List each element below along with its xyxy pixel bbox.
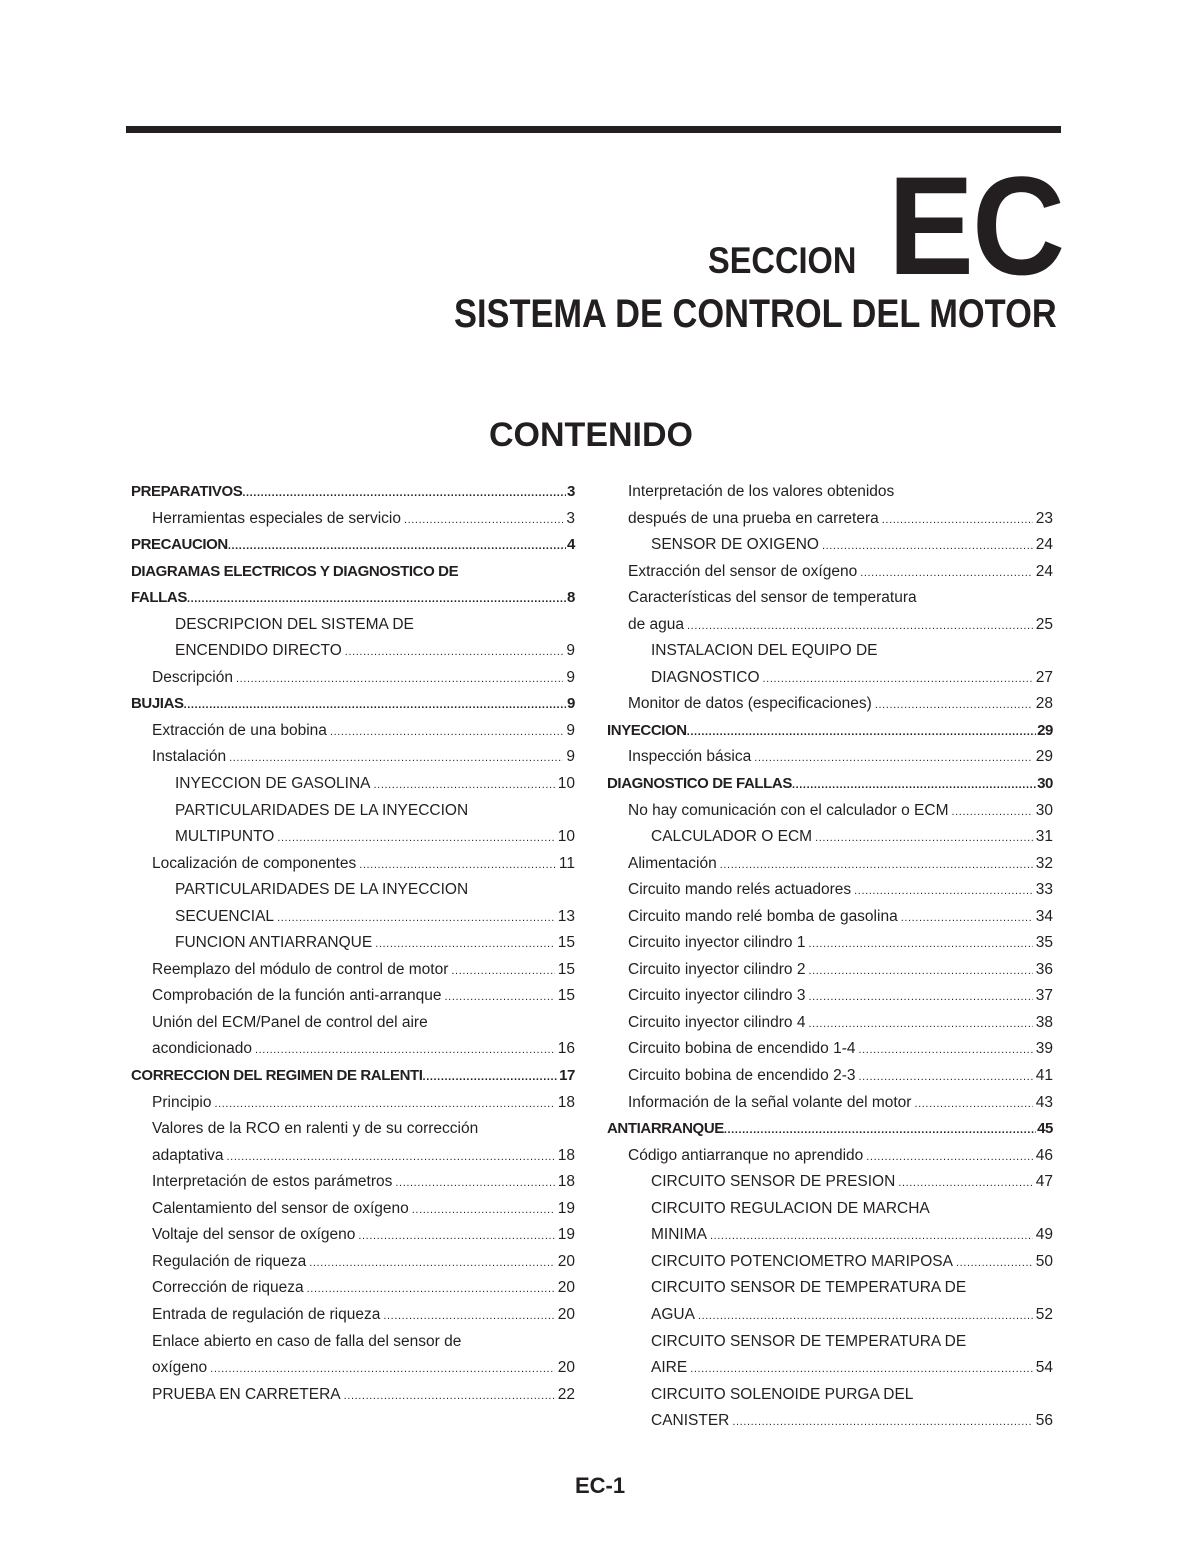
- dot-leader: [255, 1037, 555, 1064]
- toc-entry-page: 10: [557, 828, 575, 846]
- toc-entry-page: 9: [566, 748, 575, 766]
- toc-entry[interactable]: [131, 1090, 575, 1117]
- toc-entry[interactable]: [607, 1010, 1053, 1037]
- toc-entry[interactable]: [131, 1169, 575, 1196]
- toc-entry[interactable]: [131, 506, 575, 533]
- toc-entry-title: Voltaje del sensor de oxígeno: [152, 1226, 356, 1244]
- toc-entry-title: Código antiarranque no aprendido: [628, 1146, 864, 1164]
- toc-entry[interactable]: [131, 851, 575, 878]
- toc-entry[interactable]: [607, 1116, 1053, 1143]
- toc-entry[interactable]: [131, 824, 575, 851]
- toc-entry-title: INYECCION DE GASOLINA: [175, 775, 371, 793]
- toc-entry-page: 56: [1035, 1412, 1053, 1430]
- dot-leader: [423, 1064, 559, 1091]
- section-label: SECCION: [708, 240, 857, 281]
- toc-entry-title: MINIMA: [651, 1226, 707, 1244]
- dot-leader: [710, 1223, 1033, 1250]
- toc-entry-page: 17: [559, 1067, 575, 1085]
- dot-leader: [952, 799, 1033, 826]
- dot-leader: [687, 719, 1036, 746]
- toc-entry-title: Características del sensor de temperatura: [628, 589, 917, 607]
- toc-entry-page: 35: [1035, 934, 1053, 952]
- dot-leader: [690, 1356, 1033, 1383]
- toc-entry-title: AGUA: [651, 1305, 695, 1323]
- toc-entry-title: AIRE: [651, 1359, 688, 1377]
- toc-entry[interactable]: [607, 1408, 1053, 1435]
- toc-entry-page: 9: [566, 668, 575, 686]
- toc-entry[interactable]: [131, 1196, 575, 1223]
- toc-entry-title: ENCENDIDO DIRECTO: [175, 642, 342, 660]
- toc-entry[interactable]: [607, 824, 1053, 851]
- toc-entry-title: Extracción del sensor de oxígeno: [628, 562, 858, 580]
- toc-entry[interactable]: [607, 771, 1053, 798]
- toc-entry-title: Calentamiento del sensor de oxígeno: [152, 1199, 409, 1217]
- toc-entry[interactable]: [131, 559, 575, 586]
- toc-entry[interactable]: [607, 638, 1053, 665]
- toc-entry[interactable]: [607, 930, 1053, 957]
- toc-entry-page: 45: [1037, 1120, 1053, 1138]
- dot-leader: [815, 825, 1033, 852]
- toc-entry-page: 38: [1035, 1013, 1053, 1031]
- toc-entry-page: 19: [557, 1199, 575, 1217]
- toc-entry[interactable]: [607, 798, 1053, 825]
- dot-leader: [374, 772, 555, 799]
- toc-entry-title: adaptativa: [152, 1146, 224, 1164]
- dot-leader: [698, 1303, 1033, 1330]
- toc-entry-title: Extracción de una bobina: [152, 721, 327, 739]
- toc-entry[interactable]: [131, 1036, 575, 1063]
- toc-entry-page: 52: [1035, 1305, 1053, 1323]
- toc-entry[interactable]: [607, 585, 1053, 612]
- dot-leader: [330, 719, 563, 746]
- toc-entry-title: MULTIPUNTO: [175, 828, 275, 846]
- toc-entry[interactable]: [607, 1249, 1053, 1276]
- dot-leader: [375, 931, 555, 958]
- dot-leader: [808, 958, 1032, 985]
- toc-entry[interactable]: [607, 1355, 1053, 1382]
- toc-entry[interactable]: [131, 1116, 575, 1143]
- toc-entry-title: Circuito inyector cilindro 1: [628, 934, 806, 952]
- dot-leader: [859, 1037, 1033, 1064]
- toc-entry-title: Circuito bobina de encendido 1-4: [628, 1040, 856, 1058]
- dot-leader: [395, 1170, 554, 1197]
- toc-entry[interactable]: [131, 904, 575, 931]
- toc-title: CONTENIDO: [489, 416, 693, 454]
- toc-entry[interactable]: [607, 1063, 1053, 1090]
- dot-leader: [277, 905, 555, 932]
- dot-leader: [687, 613, 1033, 640]
- toc-entry-title: INSTALACION DEL EQUIPO DE: [651, 642, 878, 660]
- dot-leader: [404, 507, 563, 534]
- dot-leader: [808, 1011, 1032, 1038]
- toc-entry-title: DIAGRAMAS ELECTRICOS Y DIAGNOSTICO DE: [131, 562, 459, 580]
- dot-leader: [451, 958, 554, 985]
- toc-entry[interactable]: [607, 1275, 1053, 1302]
- dot-leader: [732, 1409, 1032, 1436]
- toc-entry-page: 28: [1035, 695, 1053, 713]
- toc-entry-page: 15: [557, 934, 575, 952]
- toc-entry-title: Descripción: [152, 668, 233, 686]
- toc-entry-page: 41: [1035, 1067, 1053, 1085]
- toc-entry[interactable]: [131, 532, 575, 559]
- toc-entry-page: 9: [566, 642, 575, 660]
- toc-entry-title: acondicionado: [152, 1040, 252, 1058]
- toc-entry[interactable]: [607, 479, 1053, 506]
- toc-entry-title: Entrada de regulación de riqueza: [152, 1305, 381, 1323]
- dot-leader: [184, 692, 566, 719]
- dot-leader: [277, 825, 554, 852]
- toc-entry[interactable]: [131, 691, 575, 718]
- dot-leader: [808, 984, 1032, 1011]
- toc-entry-page: 29: [1037, 721, 1053, 739]
- toc-entry[interactable]: [131, 665, 575, 692]
- dot-leader: [720, 852, 1033, 879]
- toc-entry[interactable]: [607, 532, 1053, 559]
- toc-entry-page: 3: [567, 483, 575, 500]
- toc-entry-page: 36: [1035, 960, 1053, 978]
- toc-entry-page: 9: [566, 721, 575, 739]
- toc-entry[interactable]: [607, 1143, 1053, 1170]
- toc-entry[interactable]: [131, 479, 575, 506]
- toc-entry-title: Monitor de datos (especificaciones): [628, 695, 872, 713]
- toc-entry[interactable]: [607, 1036, 1053, 1063]
- toc-entry-title: Comprobación de la función anti-arranque: [152, 987, 442, 1005]
- toc-entry[interactable]: [607, 904, 1053, 931]
- toc-entry[interactable]: [607, 1222, 1053, 1249]
- toc-entry-page: 24: [1035, 562, 1053, 580]
- toc-entry[interactable]: [131, 1329, 575, 1356]
- dot-leader: [228, 533, 566, 560]
- toc-entry[interactable]: [131, 877, 575, 904]
- toc-entry-page: 37: [1035, 987, 1053, 1005]
- toc-entry[interactable]: [131, 983, 575, 1010]
- toc-entry[interactable]: [131, 744, 575, 771]
- toc-entry[interactable]: [131, 1302, 575, 1329]
- toc-entry-page: 33: [1035, 881, 1053, 899]
- toc-entry-title: después de una prueba en carretera: [628, 509, 879, 527]
- dot-leader: [359, 852, 556, 879]
- toc-entry-title: PARTICULARIDADES DE LA INYECCION: [175, 801, 469, 819]
- dot-leader: [187, 586, 566, 613]
- dot-leader: [860, 560, 1033, 587]
- toc-entry-page: 23: [1035, 509, 1053, 527]
- dot-leader: [866, 1144, 1032, 1171]
- toc-entry-page: 4: [567, 536, 575, 554]
- toc-entry-page: 46: [1035, 1146, 1053, 1164]
- toc-entry[interactable]: [131, 1063, 575, 1090]
- toc-entry[interactable]: [131, 1143, 575, 1170]
- toc-entry-title: DESCRIPCION DEL SISTEMA DE: [175, 615, 414, 633]
- toc-entry[interactable]: [131, 957, 575, 984]
- toc-entry-title: Interpretación de estos parámetros: [152, 1173, 393, 1191]
- toc-entry-title: Circuito inyector cilindro 2: [628, 960, 806, 978]
- toc-entry-page: 13: [557, 907, 575, 925]
- toc-entry-title: CIRCUITO SOLENOIDE PURGA DEL: [651, 1385, 914, 1403]
- toc-left-column: [131, 479, 575, 1408]
- toc-entry-title: FALLAS: [131, 589, 187, 607]
- toc-entry-page: 30: [1035, 801, 1053, 819]
- toc-entry-page: 32: [1035, 854, 1053, 872]
- page-title: SISTEMA DE CONTROL DEL MOTOR: [454, 292, 1057, 336]
- toc-entry[interactable]: [607, 1169, 1053, 1196]
- toc-entry-page: 16: [557, 1040, 575, 1058]
- toc-entry-page: 39: [1035, 1040, 1053, 1058]
- toc-entry-title: CIRCUITO REGULACION DE MARCHA: [651, 1199, 930, 1217]
- toc-entry[interactable]: [607, 718, 1053, 745]
- dot-leader: [956, 1250, 1033, 1277]
- toc-entry-title: PREPARATIVOS: [131, 483, 243, 500]
- toc-entry-title: CANISTER: [651, 1412, 730, 1430]
- toc-entry[interactable]: [131, 1355, 575, 1382]
- toc-entry-title: CALCULADOR O ECM: [651, 828, 813, 846]
- toc-entry-title: BUJIAS: [131, 695, 184, 713]
- top-rule: [126, 126, 1061, 133]
- toc-entry-title: Herramientas especiales de servicio: [152, 509, 401, 527]
- toc-entry-page: 54: [1035, 1359, 1053, 1377]
- section-code: EC: [888, 147, 1064, 304]
- toc-entry-title: Localización de componentes: [152, 854, 357, 872]
- dot-leader: [210, 1356, 555, 1383]
- dot-leader: [229, 745, 563, 772]
- toc-entry-title: SECUENCIAL: [175, 907, 275, 925]
- dot-leader: [808, 931, 1032, 958]
- toc-entry[interactable]: [607, 1196, 1053, 1223]
- toc-entry-title: Regulación de riqueza: [152, 1252, 307, 1270]
- toc-entry-title: PRUEBA EN CARRETERA: [152, 1385, 341, 1403]
- toc-entry[interactable]: [131, 798, 575, 825]
- toc-entry-title: Unión del ECM/Panel de control del aire: [152, 1013, 428, 1031]
- toc-entry[interactable]: [131, 585, 575, 612]
- toc-entry[interactable]: [607, 1382, 1053, 1409]
- toc-entry[interactable]: [607, 665, 1053, 692]
- toc-entry-page: 22: [557, 1385, 575, 1403]
- dot-leader: [345, 639, 564, 666]
- toc-entry-title: Inspección básica: [628, 748, 752, 766]
- toc-entry[interactable]: [131, 1010, 575, 1037]
- dot-leader: [445, 984, 555, 1011]
- toc-entry[interactable]: [131, 612, 575, 639]
- toc-entry[interactable]: [607, 691, 1053, 718]
- dot-leader: [882, 507, 1033, 534]
- toc-entry[interactable]: [131, 771, 575, 798]
- toc-entry-title: SENSOR DE OXIGENO: [651, 536, 819, 554]
- dot-leader: [901, 905, 1033, 932]
- toc-entry-title: FUNCION ANTIARRANQUE: [175, 934, 373, 952]
- toc-entry[interactable]: [131, 1222, 575, 1249]
- toc-entry-title: Corrección de riqueza: [152, 1279, 304, 1297]
- dot-leader: [724, 1117, 1036, 1144]
- toc-entry[interactable]: [131, 638, 575, 665]
- toc-entry-page: 18: [557, 1146, 575, 1164]
- toc-entry-page: 15: [557, 987, 575, 1005]
- dot-leader: [792, 772, 1036, 799]
- toc-entry-title: Circuito mando relé bomba de gasolina: [628, 907, 898, 925]
- toc-entry[interactable]: [131, 1249, 575, 1276]
- toc-entry-title: CORRECCION DEL REGIMEN DE RALENTI: [131, 1067, 423, 1085]
- dot-leader: [822, 533, 1033, 560]
- toc-entry[interactable]: [607, 1090, 1053, 1117]
- toc-entry-title: DIAGNOSTICO: [651, 668, 760, 686]
- dot-leader: [875, 692, 1033, 719]
- toc-entry-page: 19: [557, 1226, 575, 1244]
- toc-entry-title: PARTICULARIDADES DE LA INYECCION: [175, 881, 469, 899]
- toc-entry-title: Alimentación: [628, 854, 717, 872]
- dot-leader: [344, 1383, 555, 1410]
- toc-entry[interactable]: [131, 930, 575, 957]
- toc-entry[interactable]: [607, 559, 1053, 586]
- toc-entry-title: Valores de la RCO en ralenti y de su corrección: [152, 1120, 479, 1138]
- dot-leader: [859, 1064, 1033, 1091]
- toc-entry-title: Circuito mando relés actuadores: [628, 881, 852, 899]
- toc-entry-title: Enlace abierto en caso de falla del sensor de: [152, 1332, 462, 1350]
- toc-entry[interactable]: [607, 506, 1053, 533]
- toc-entry[interactable]: [131, 1382, 575, 1409]
- dot-leader: [236, 666, 563, 693]
- dot-leader: [383, 1303, 554, 1330]
- toc-entry-title: oxígeno: [152, 1359, 208, 1377]
- toc-entry-title: CIRCUITO SENSOR DE PRESION: [651, 1173, 896, 1191]
- toc-entry-page: 20: [557, 1279, 575, 1297]
- dot-leader: [754, 745, 1033, 772]
- toc-entry[interactable]: [607, 1302, 1053, 1329]
- toc-entry-page: 9: [567, 695, 575, 713]
- dot-leader: [898, 1170, 1032, 1197]
- toc-entry-title: Información de la señal volante del motor: [628, 1093, 912, 1111]
- toc-entry-title: CIRCUITO SENSOR DE TEMPERATURA DE: [651, 1332, 967, 1350]
- toc-entry[interactable]: [607, 983, 1053, 1010]
- toc-entry-title: de agua: [628, 615, 685, 633]
- toc-entry-title: Circuito inyector cilindro 4: [628, 1013, 806, 1031]
- toc-entry-page: 3: [566, 509, 575, 527]
- toc-entry-page: 49: [1035, 1226, 1053, 1244]
- toc-entry-page: 11: [558, 854, 575, 872]
- toc-entry[interactable]: [607, 1329, 1053, 1356]
- toc-entry[interactable]: [131, 718, 575, 745]
- toc-entry-page: 29: [1035, 748, 1053, 766]
- toc-entry-title: Reemplazo del módulo de control de motor: [152, 960, 449, 978]
- dot-leader: [227, 1144, 555, 1171]
- toc-entry[interactable]: [607, 877, 1053, 904]
- toc-entry-page: 34: [1035, 907, 1053, 925]
- toc-entry-title: Circuito bobina de encendido 2-3: [628, 1067, 856, 1085]
- toc-entry-title: INYECCION: [607, 721, 687, 739]
- toc-entry-page: 20: [557, 1305, 575, 1323]
- toc-entry-title: CIRCUITO POTENCIOMETRO MARIPOSA: [651, 1252, 953, 1270]
- toc-entry[interactable]: [607, 957, 1053, 984]
- dot-leader: [358, 1223, 554, 1250]
- toc-entry-title: No hay comunicación con el calculador o ECM: [628, 801, 949, 819]
- toc-entry[interactable]: [607, 612, 1053, 639]
- dot-leader: [854, 878, 1033, 905]
- toc-entry-page: 25: [1035, 615, 1053, 633]
- dot-leader: [763, 666, 1033, 693]
- toc-entry-title: PRECAUCION: [131, 536, 228, 554]
- toc-entry[interactable]: [607, 851, 1053, 878]
- toc-entry-page: 20: [557, 1252, 575, 1270]
- toc-entry-page: 47: [1035, 1173, 1053, 1191]
- toc-entry-page: 20: [557, 1359, 575, 1377]
- toc-entry-page: 27: [1035, 668, 1053, 686]
- toc-entry-title: Principio: [152, 1093, 212, 1111]
- toc-entry-title: Circuito inyector cilindro 3: [628, 987, 806, 1005]
- toc-entry-title: Interpretación de los valores obtenidos: [628, 483, 895, 500]
- dot-leader: [914, 1091, 1032, 1118]
- dot-leader: [242, 480, 566, 507]
- toc-entry-page: 30: [1037, 775, 1053, 793]
- toc-entry-page: 15: [557, 960, 575, 978]
- toc-entry-page: 18: [557, 1093, 575, 1111]
- toc-entry-page: 31: [1035, 828, 1053, 846]
- toc-entry-page: 50: [1035, 1252, 1053, 1270]
- page-number: EC-1: [574, 1473, 626, 1498]
- toc-entry-title: DIAGNOSTICO DE FALLAS: [607, 775, 792, 793]
- toc-entry[interactable]: [131, 1275, 575, 1302]
- toc-entry-title: ANTIARRANQUE: [607, 1120, 724, 1138]
- toc-entry-title: CIRCUITO SENSOR DE TEMPERATURA DE: [651, 1279, 967, 1297]
- dot-leader: [214, 1091, 554, 1118]
- dot-leader: [307, 1276, 555, 1303]
- dot-leader: [412, 1197, 555, 1224]
- dot-leader: [309, 1250, 555, 1277]
- toc-entry-page: 8: [567, 589, 575, 607]
- toc-entry-page: 24: [1035, 536, 1053, 554]
- toc-entry-page: 10: [557, 775, 575, 793]
- toc-entry-page: 43: [1035, 1093, 1053, 1111]
- toc-right-column: [607, 479, 1053, 1435]
- toc-entry-title: Instalación: [152, 748, 227, 766]
- toc-entry[interactable]: [607, 744, 1053, 771]
- toc-entry-page: 18: [557, 1173, 575, 1191]
